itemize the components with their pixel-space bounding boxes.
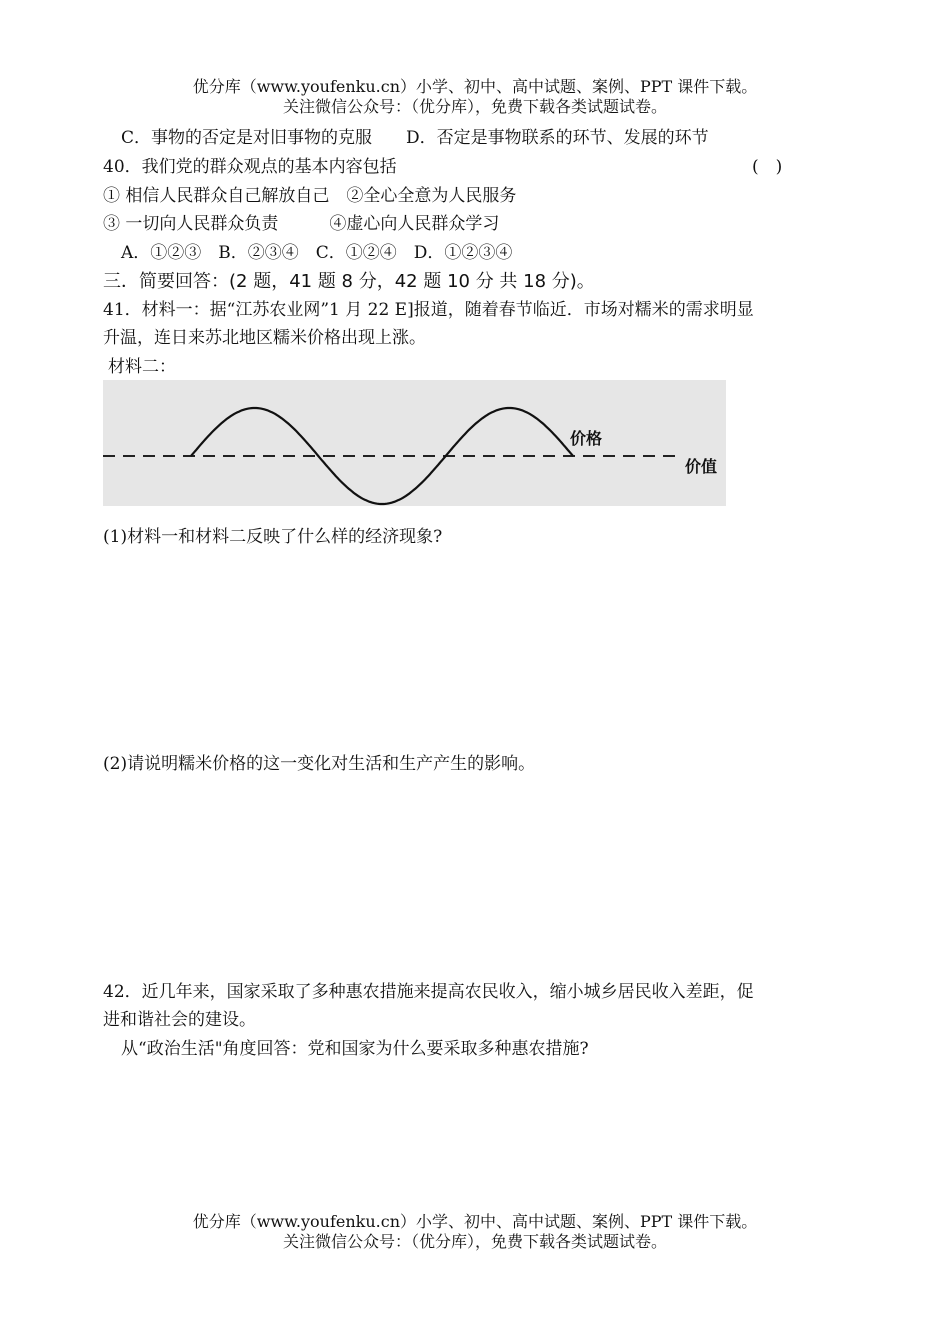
q41-sub1: (1)材料一和材料二反映了什么样的经济现象? [103, 527, 443, 547]
q40-choices: A．①②③ B．②③④ C．①②④ D．①②③④ [121, 243, 513, 263]
q41-material1-line2: 升温，连日来苏北地区糯米价格出现上涨。 [103, 328, 426, 348]
q40-answer-bracket: ( ) [752, 157, 783, 177]
q40-stem: 40．我们党的群众观点的基本内容包括 [103, 157, 397, 177]
footer-line-2: 关注微信公众号：（优分库），免费下载各类试题试卷。 [282, 1232, 667, 1251]
header-line-2: 关注微信公众号：（优分库），免费下载各类试题试卷。 [282, 97, 667, 116]
q41-sub2: (2)请说明糯米价格的这一变化对生活和生产产生的影响。 [103, 754, 536, 774]
q42-line2: 进和谐社会的建设。 [103, 1010, 256, 1030]
footer-line-1: 优分库（www.youfenku.cn）小学、初中、高中试题、案例、PPT 课件下载。 [192, 1212, 758, 1231]
price-value-chart [103, 380, 726, 506]
price-series-label: 价格 [570, 429, 603, 448]
header-line-1: 优分库（www.youfenku.cn）小学、初中、高中试题、案例、PPT 课件下载。 [192, 77, 758, 96]
q39-options: C．事物的否定是对旧事物的克服 D．否定是事物联系的环节、发展的环节 [121, 128, 709, 148]
q41-material1-line1: 41．材料一：据“江苏农业网”1 月 22 E]报道，随着春节临近．市场对糯米的需求明显 [103, 300, 754, 320]
q42-line1: 42．近几年来，国家采取了多种惠农措施来提高农民收入，缩小城乡居民收入差距，促 [103, 982, 754, 1002]
q41-material2-label: 材料二： [108, 357, 176, 377]
value-series-label: 价值 [685, 457, 718, 476]
q42-line3: 从“政治生活"角度回答：党和国家为什么要采取多种惠农措施? [121, 1039, 589, 1059]
q40-item-a: ① 相信人民群众自己解放自己 ②全心全意为人民服务 [103, 186, 517, 206]
price-value-figure [103, 380, 726, 506]
q40-item-b: ③ 一切向人民群众负责 ④虚心向人民群众学习 [103, 214, 500, 234]
section-3-title: 三．简要回答：(2 题，41 题 8 分，42 题 10 分 共 18 分)。 [103, 271, 595, 292]
